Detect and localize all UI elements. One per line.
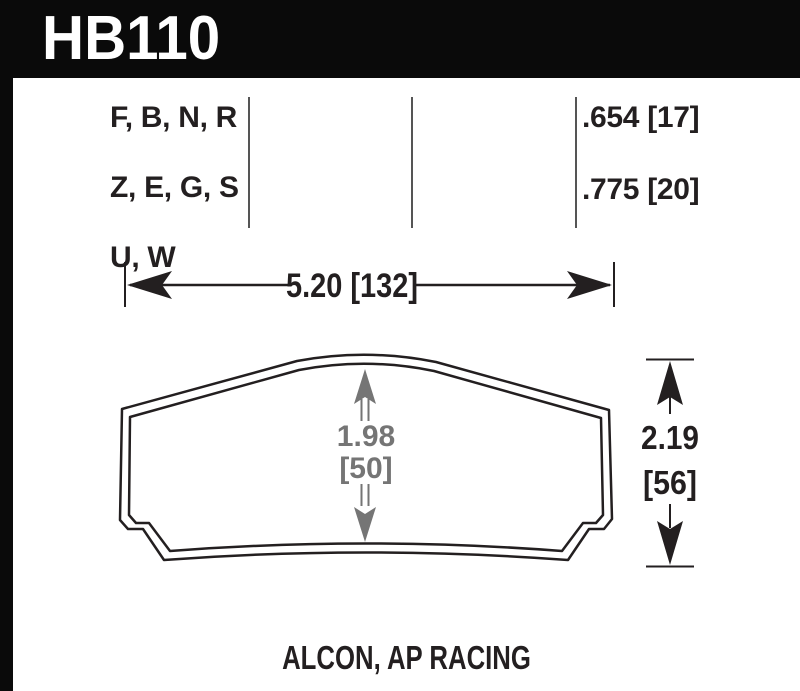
- thickness-row-1: .654 [17]: [582, 101, 700, 134]
- width-dim-label: 5.20 [132]: [286, 267, 418, 305]
- caliper-applications-text: ALCON, AP RACING: [282, 639, 531, 676]
- height-dim-label-in: 2.19: [641, 419, 699, 456]
- thickness-row-2: .775 [20]: [582, 173, 700, 206]
- compound-row-3: U, W: [110, 241, 176, 274]
- caliper-applications: [13, 640, 800, 676]
- compound-row-2: Z, E, G, S: [110, 171, 239, 204]
- part-number: HB110: [42, 4, 221, 73]
- depth-dim-label-mm: [50]: [339, 452, 393, 485]
- compound-row-1: F, B, N, R: [110, 101, 238, 134]
- width-dimension: [125, 262, 614, 307]
- depth-dim-label-in: 1.98: [336, 420, 396, 453]
- height-dim-label-mm: [56]: [643, 464, 697, 501]
- overall-height-dimension: [641, 360, 699, 567]
